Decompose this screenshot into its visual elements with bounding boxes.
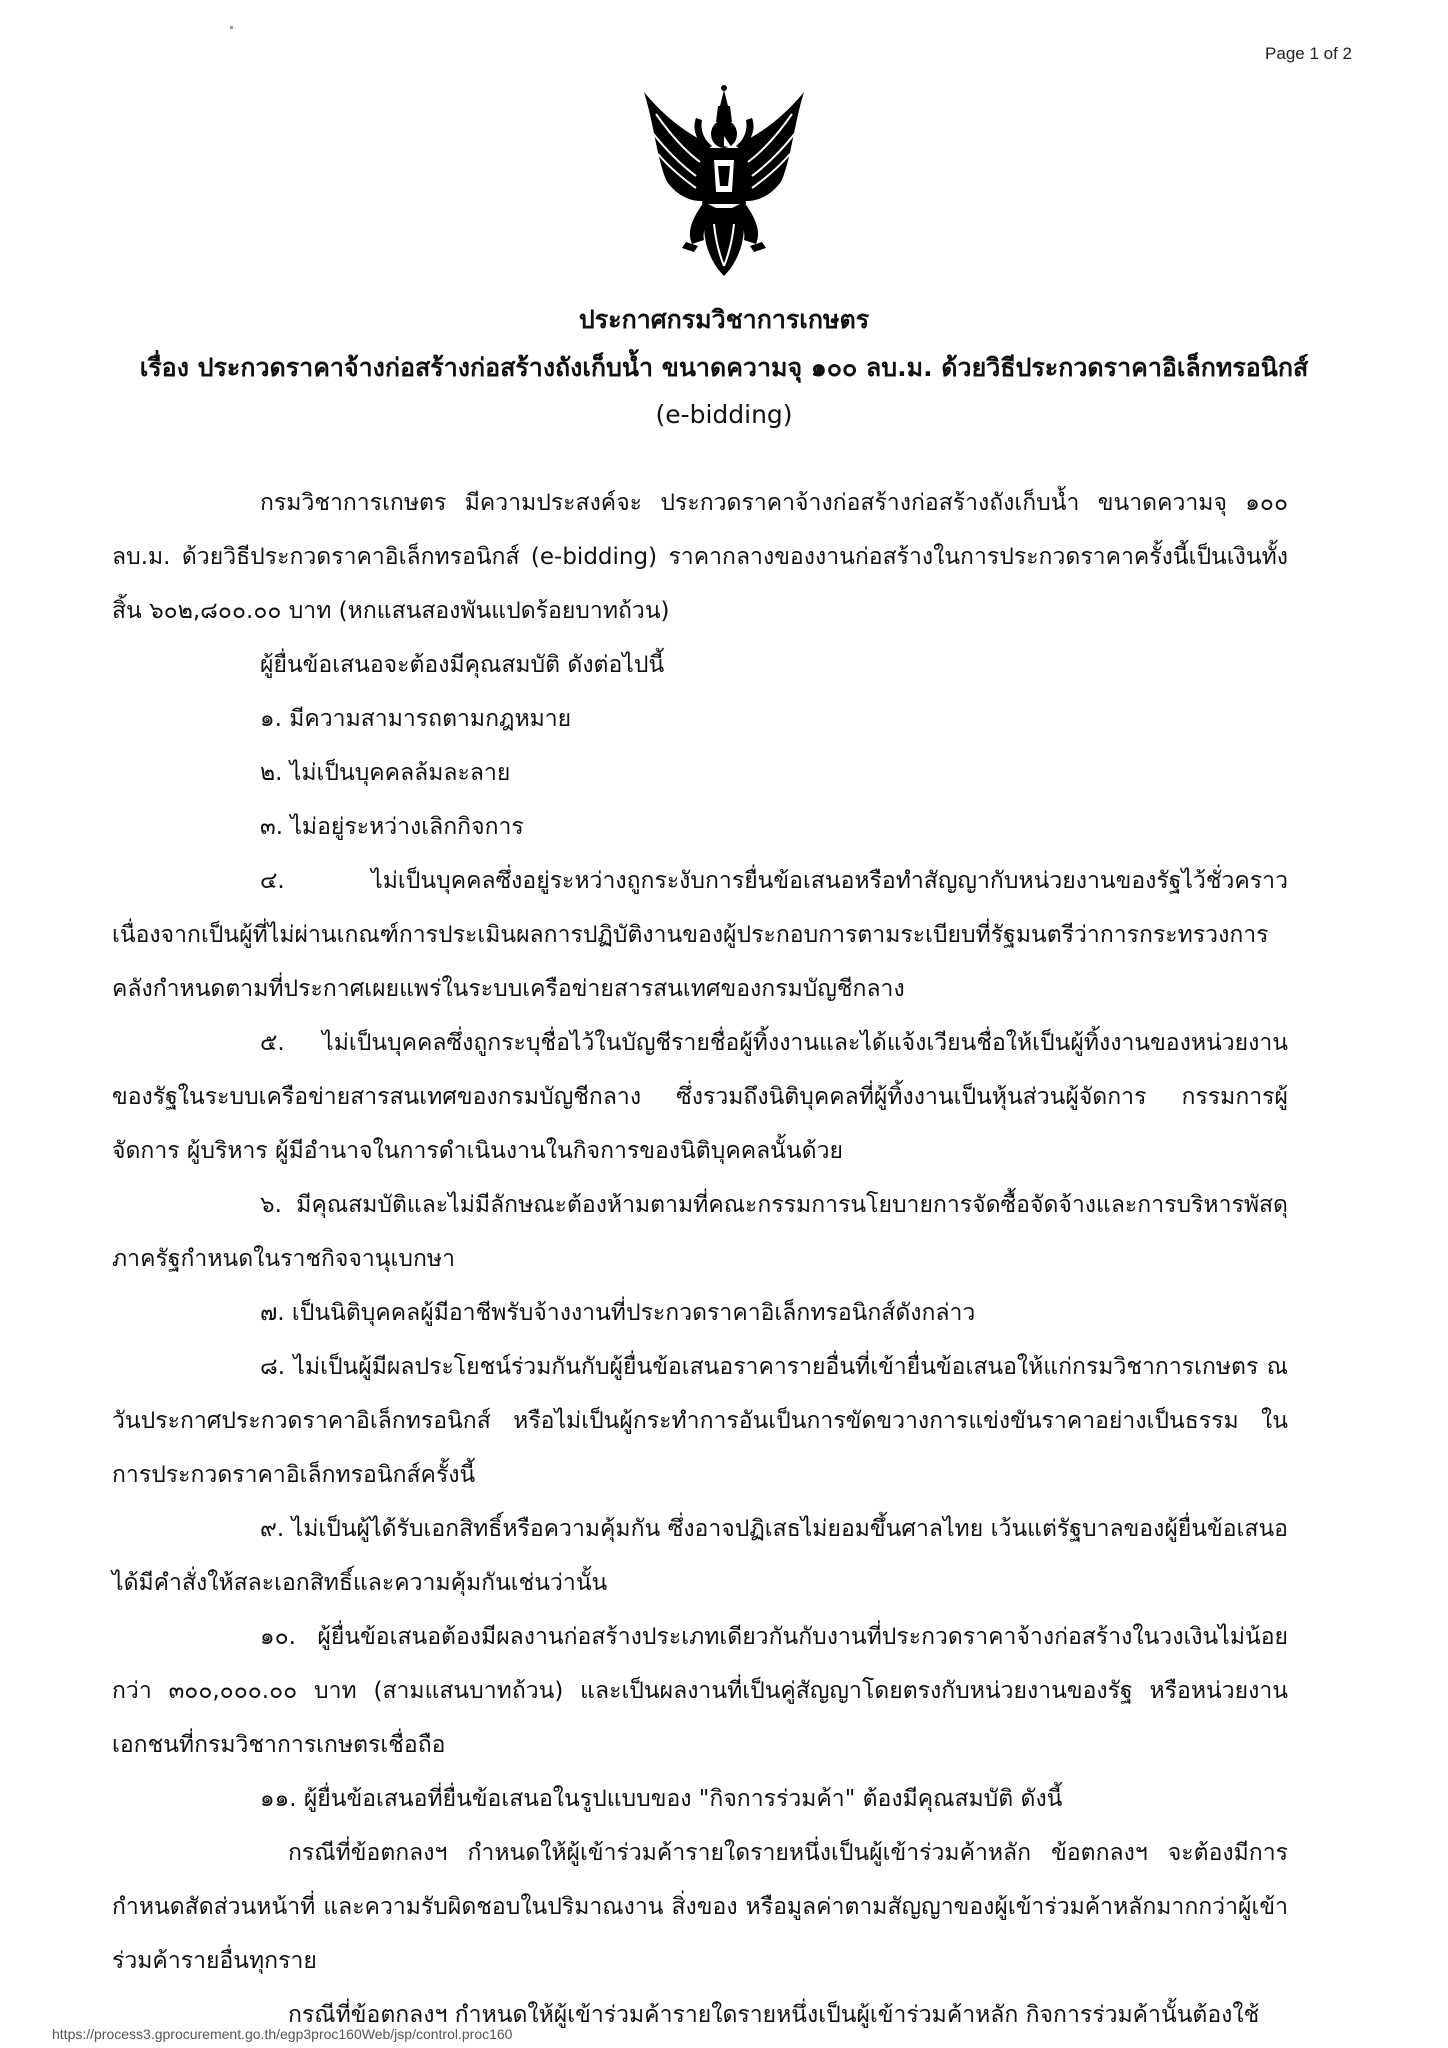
garuda-emblem-icon [636,84,812,280]
document-subject-method: (e-bidding) [655,400,793,429]
scan-artifact [230,26,233,29]
qualification-item: ๑๑. ผู้ยื่นข้อเสนอที่ยื่นข้อเสนอในรูปแบบของ "กิจการร่วมค้า" ต้องมีคุณสมบัติ ดังนี้ [260,1786,1063,1812]
qualification-heading: ผู้ยื่นข้อเสนอจะต้องมีคุณสมบัติ ดังต่อไปนี้ [260,652,665,678]
document-body [112,476,1288,2042]
qualification-item: ๓. ไม่อยู่ระหว่างเลิกกิจการ [260,814,524,840]
document-subject: เรื่อง ประกวดราคาจ้างก่อสร้างก่อสร้างถังเก็บน้ำ ขนาดความจุ ๑๐๐ ลบ.ม. ด้วยวิธีประกวดราคาอิเล็กทรอนิกส์ [139,353,1309,382]
qualification-item: ๕. ไม่เป็นบุคคลซึ่งถูกระบุชื่อไว้ในบัญชีรายชื่อผู้ทิ้งงานและได้แจ้งเวียนชื่อให้เป็นผู้ทิ้งงานของหน่วยงานของรัฐในระบบเครือข่ายสารสนเทศของกรมบัญชีกลาง ซึ่งรวมถึงนิติบุคคลที่ผู้ทิ้งงานเป็นหุ้นส่วนผู้จัดการ กรรมการผู้จัดการ ผู้บริหาร ผู้มีอำนาจในการดำเนินงานในกิจการของนิติบุคคลนั้นด้วย [112,1030,1288,1164]
qualification-item: ๑๐. ผู้ยื่นข้อเสนอต้องมีผลงานก่อสร้างประเภทเดียวกันกับงานที่ประกวดราคาจ้างก่อสร้างในวงเงินไม่น้อยกว่า ๓๐๐,๐๐๐.๐๐ บาท (สามแสนบาทถ้วน) และเป็นผลงานที่เป็นคู่สัญญาโดยตรงกับหน่วยงานของรัฐ หรือหน่วยงานเอกชนที่กรมวิชาการเกษตรเชื่อถือ [112,1624,1288,1758]
joint-venture-clause: กรณีที่ข้อตกลงฯ กำหนดให้ผู้เข้าร่วมค้ารายใดรายหนึ่งเป็นผู้เข้าร่วมค้าหลัก กิจการร่วมค้านั้นต้องใช้ [288,2002,1260,2028]
joint-venture-clause: กรณีที่ข้อตกลงฯ กำหนดให้ผู้เข้าร่วมค้ารายใดรายหนึ่งเป็นผู้เข้าร่วมค้าหลัก ข้อตกลงฯ จะต้องมีการกำหนดสัดส่วนหน้าที่ และความรับผิดชอบในปริมาณงาน สิ่งของ หรือมูลค่าตามสัญญาของผู้เข้าร่วมค้าหลักมากกว่าผู้เข้าร่วมค้ารายอื่นทุกราย [112,1840,1288,1974]
intro-paragraph: กรมวิชาการเกษตร มีความประสงค์จะ ประกวดราคาจ้างก่อสร้างก่อสร้างถังเก็บน้ำ ขนาดความจุ ๑๐๐ ลบ.ม. ด้วยวิธีประกวดราคาอิเล็กทรอนิกส์ (e-bidding) ราคากลางของงานก่อสร้างในการประกวดราคาครั้งนี้เป็นเงินทั้งสิ้น ๖๐๒,๘๐๐.๐๐ บาท (หกแสนสองพันแปดร้อยบาทถ้วน) [112,490,1288,624]
document-title: ประกาศกรมวิชาการเกษตร [578,305,870,334]
qualification-item: ๘. ไม่เป็นผู้มีผลประโยชน์ร่วมกันกับผู้ยื่นข้อเสนอราคารายอื่นที่เข้ายื่นข้อเสนอให้แก่กรมวิชาการเกษตร ณ วันประกาศประกวดราคาอิเล็กทรอนิกส์ หรือไม่เป็นผู้กระทำการอันเป็นการขัดขวางการแข่งขันราคาอย่างเป็นธรรม ในการประกวดราคาอิเล็กทรอนิกส์ครั้งนี้ [112,1354,1288,1488]
page-number-label: Page 1 of 2 [1265,44,1352,63]
qualification-item: ๗. เป็นนิติบุคคลผู้มีอาชีพรับจ้างงานที่ประกวดราคาอิเล็กทรอนิกส์ดังกล่าว [260,1300,976,1326]
qualification-item: ๑. มีความสามารถตามกฎหมาย [260,706,572,732]
source-url: https://process3.gprocurement.go.th/egp3proc160Web/jsp/control.proc160 [52,2026,513,2042]
qualification-item: ๒. ไม่เป็นบุคคลล้มละลาย [260,760,511,786]
qualification-item: ๙. ไม่เป็นผู้ได้รับเอกสิทธิ์หรือความคุ้มกัน ซึ่งอาจปฏิเสธไม่ยอมขึ้นศาลไทย เว้นแต่รัฐบาลของผู้ยื่นข้อเสนอได้มีคำสั่งให้สละเอกสิทธิ์และความคุ้มกันเช่นว่านั้น [112,1516,1288,1596]
qualification-item: ๔. ไม่เป็นบุคคลซึ่งอยู่ระหว่างถูกระงับการยื่นข้อเสนอหรือทำสัญญากับหน่วยงานของรัฐไว้ชั่วคราวเนื่องจากเป็นผู้ที่ไม่ผ่านเกณฑ์การประเมินผลการปฏิบัติงานของผู้ประกอบการตามระเบียบที่รัฐมนตรีว่าการกระทรวงการคลังกำหนดตามที่ประกาศเผยแพร่ในระบบเครือข่ายสารสนเทศของกรมบัญชีกลาง [112,868,1288,1002]
title-block [100,296,1348,438]
qualification-item: ๖. มีคุณสมบัติและไม่มีลักษณะต้องห้ามตามที่คณะกรรมการนโยบายการจัดซื้อจัดจ้างและการบริหารพัสดุภาครัฐกำหนดในราชกิจจานุเบกษา [112,1192,1288,1272]
